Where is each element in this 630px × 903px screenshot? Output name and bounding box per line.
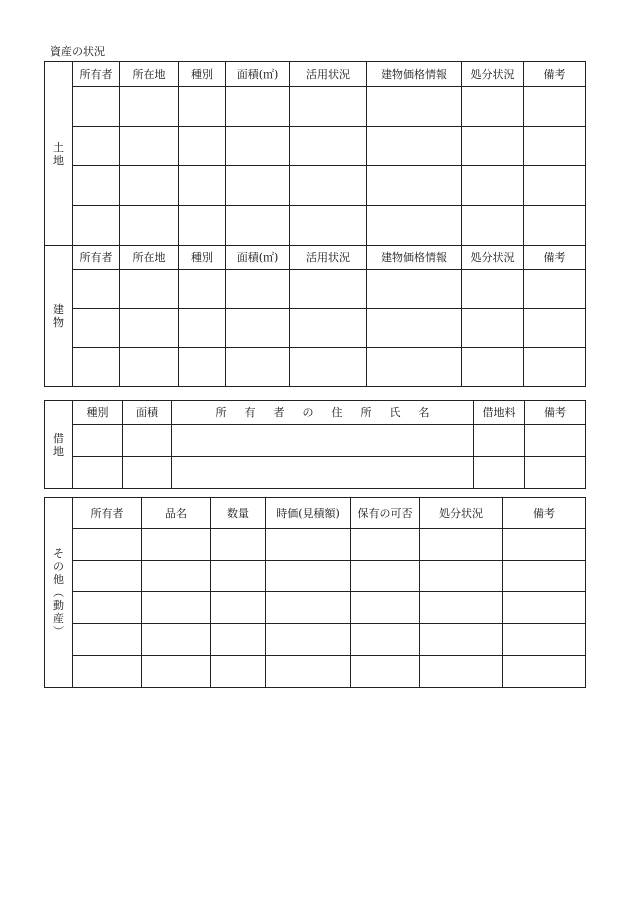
land-cell[interactable] xyxy=(226,166,290,206)
land-cell[interactable] xyxy=(290,206,367,246)
land-row xyxy=(45,206,586,246)
other-header-row xyxy=(45,498,586,529)
building-header-area: 面積(㎡) xyxy=(226,246,290,270)
building-cell[interactable] xyxy=(73,309,120,348)
building-cell[interactable] xyxy=(290,309,367,348)
land-cell[interactable] xyxy=(524,166,586,206)
leased-cell[interactable] xyxy=(172,457,474,489)
other-cell[interactable] xyxy=(420,592,503,624)
land-header-row xyxy=(45,62,586,87)
land-cell[interactable] xyxy=(120,166,179,206)
leased-land-table xyxy=(44,400,586,489)
land-header-location: 所在地 xyxy=(120,62,179,87)
land-cell[interactable] xyxy=(73,127,120,166)
land-cell[interactable] xyxy=(524,87,586,127)
land-row xyxy=(45,87,586,127)
other-row xyxy=(45,624,586,656)
other-cell[interactable] xyxy=(211,624,266,656)
other-cell[interactable] xyxy=(211,656,266,688)
other-cell[interactable] xyxy=(73,624,142,656)
leased-cell[interactable] xyxy=(525,457,586,489)
other-cell[interactable] xyxy=(73,529,142,561)
leased-cell[interactable] xyxy=(123,457,172,489)
land-header-area: 面積(㎡) xyxy=(226,62,290,87)
land-cell[interactable] xyxy=(226,206,290,246)
other-cell[interactable] xyxy=(73,592,142,624)
leased-header-area: 面積 xyxy=(123,401,172,425)
land-row xyxy=(45,166,586,206)
other-cell[interactable] xyxy=(266,656,351,688)
building-header-usage: 活用状況 xyxy=(290,246,367,270)
land-row xyxy=(45,127,586,166)
other-side-label: そ の 他 ︵ 動 産 ︶ xyxy=(45,498,73,688)
other-row xyxy=(45,656,586,688)
other-cell[interactable] xyxy=(351,656,420,688)
building-cell[interactable] xyxy=(179,309,226,348)
land-cell[interactable] xyxy=(179,206,226,246)
other-cell[interactable] xyxy=(142,529,211,561)
other-cell[interactable] xyxy=(503,592,586,624)
land-cell[interactable] xyxy=(367,127,462,166)
building-header-remarks: 備考 xyxy=(524,246,586,270)
leased-cell[interactable] xyxy=(73,457,123,489)
building-cell[interactable] xyxy=(226,270,290,309)
other-cell[interactable] xyxy=(266,561,351,592)
building-row xyxy=(45,309,586,348)
other-cell[interactable] xyxy=(142,592,211,624)
leased-header-row xyxy=(45,401,586,425)
other-cell[interactable] xyxy=(420,624,503,656)
other-row xyxy=(45,561,586,592)
other-cell[interactable] xyxy=(211,529,266,561)
land-cell[interactable] xyxy=(367,87,462,127)
building-cell[interactable] xyxy=(73,348,120,387)
building-cell[interactable] xyxy=(226,348,290,387)
land-cell[interactable] xyxy=(524,127,586,166)
building-cell[interactable] xyxy=(524,309,586,348)
building-cell[interactable] xyxy=(524,348,586,387)
building-cell[interactable] xyxy=(290,270,367,309)
building-cell[interactable] xyxy=(179,270,226,309)
other-cell[interactable] xyxy=(420,529,503,561)
building-header-price-info: 建物価格情報 xyxy=(367,246,462,270)
other-header-market-value: 時価(見積額) xyxy=(266,498,351,529)
land-cell[interactable] xyxy=(226,127,290,166)
land-header-disposal: 処分状況 xyxy=(462,62,524,87)
leased-header-remarks: 備考 xyxy=(525,401,586,425)
page-title: 資産の状況 xyxy=(50,45,105,58)
land-cell[interactable] xyxy=(290,127,367,166)
other-row xyxy=(45,592,586,624)
building-cell[interactable] xyxy=(367,348,462,387)
other-header-remarks: 備考 xyxy=(503,498,586,529)
land-building-table xyxy=(44,61,586,387)
building-cell[interactable] xyxy=(462,309,524,348)
land-cell[interactable] xyxy=(290,166,367,206)
other-cell[interactable] xyxy=(503,656,586,688)
leased-row xyxy=(45,425,586,457)
land-cell[interactable] xyxy=(462,127,524,166)
other-header-quantity: 数量 xyxy=(211,498,266,529)
building-header-disposal: 処分状況 xyxy=(462,246,524,270)
land-cell[interactable] xyxy=(73,87,120,127)
land-cell[interactable] xyxy=(179,166,226,206)
building-cell[interactable] xyxy=(462,348,524,387)
land-cell[interactable] xyxy=(367,206,462,246)
building-header-owner: 所有者 xyxy=(73,246,120,270)
land-cell[interactable] xyxy=(462,87,524,127)
leased-cell[interactable] xyxy=(525,425,586,457)
building-cell[interactable] xyxy=(290,348,367,387)
building-header-location: 所在地 xyxy=(120,246,179,270)
other-header-disposal: 処分状況 xyxy=(420,498,503,529)
building-row xyxy=(45,270,586,309)
building-row xyxy=(45,348,586,387)
leased-row xyxy=(45,457,586,489)
other-cell[interactable] xyxy=(211,561,266,592)
other-row xyxy=(45,529,586,561)
land-cell[interactable] xyxy=(73,206,120,246)
leased-cell[interactable] xyxy=(73,425,123,457)
land-side-label: 土 地 xyxy=(45,62,73,246)
land-cell[interactable] xyxy=(73,166,120,206)
leased-cell[interactable] xyxy=(172,425,474,457)
other-cell[interactable] xyxy=(503,561,586,592)
other-header-retain-possible: 保有の可否 xyxy=(351,498,420,529)
leased-cell[interactable] xyxy=(474,457,525,489)
land-cell[interactable] xyxy=(367,166,462,206)
building-header-row xyxy=(45,246,586,270)
land-cell[interactable] xyxy=(290,87,367,127)
other-cell[interactable] xyxy=(503,624,586,656)
land-cell[interactable] xyxy=(462,166,524,206)
leased-header-owner-address-name: 所有者の住所氏名 xyxy=(172,401,474,425)
building-cell[interactable] xyxy=(226,309,290,348)
land-header-usage: 活用状況 xyxy=(290,62,367,87)
building-cell[interactable] xyxy=(462,270,524,309)
building-side-label: 建 物 xyxy=(45,246,73,387)
land-header-owner: 所有者 xyxy=(73,62,120,87)
other-cell[interactable] xyxy=(503,529,586,561)
building-cell[interactable] xyxy=(524,270,586,309)
other-cell[interactable] xyxy=(266,624,351,656)
leased-cell[interactable] xyxy=(474,425,525,457)
other-cell[interactable] xyxy=(266,529,351,561)
other-property-table xyxy=(44,497,586,688)
building-cell[interactable] xyxy=(179,348,226,387)
building-cell[interactable] xyxy=(120,348,179,387)
land-cell[interactable] xyxy=(120,206,179,246)
land-cell[interactable] xyxy=(226,87,290,127)
leased-cell[interactable] xyxy=(123,425,172,457)
land-header-price-info: 建物価格情報 xyxy=(367,62,462,87)
land-cell[interactable] xyxy=(120,87,179,127)
other-cell[interactable] xyxy=(266,592,351,624)
land-header-type: 種別 xyxy=(179,62,226,87)
other-cell[interactable] xyxy=(420,561,503,592)
land-cell[interactable] xyxy=(179,127,226,166)
other-cell[interactable] xyxy=(351,592,420,624)
other-cell[interactable] xyxy=(420,656,503,688)
land-cell[interactable] xyxy=(120,127,179,166)
other-header-item-name: 品名 xyxy=(142,498,211,529)
other-cell[interactable] xyxy=(351,561,420,592)
building-cell[interactable] xyxy=(120,309,179,348)
leased-header-rent: 借地料 xyxy=(474,401,525,425)
other-cell[interactable] xyxy=(211,592,266,624)
other-cell[interactable] xyxy=(351,529,420,561)
leased-side-label: 借 地 xyxy=(45,401,73,489)
land-cell[interactable] xyxy=(179,87,226,127)
other-header-owner: 所有者 xyxy=(73,498,142,529)
building-header-type: 種別 xyxy=(179,246,226,270)
building-cell[interactable] xyxy=(367,309,462,348)
building-cell[interactable] xyxy=(367,270,462,309)
leased-header-type: 種別 xyxy=(73,401,123,425)
other-cell[interactable] xyxy=(351,624,420,656)
other-cell[interactable] xyxy=(73,656,142,688)
other-cell[interactable] xyxy=(142,561,211,592)
other-cell[interactable] xyxy=(142,656,211,688)
building-cell[interactable] xyxy=(120,270,179,309)
building-cell[interactable] xyxy=(73,270,120,309)
other-cell[interactable] xyxy=(73,561,142,592)
land-cell[interactable] xyxy=(462,206,524,246)
land-header-remarks: 備考 xyxy=(524,62,586,87)
other-cell[interactable] xyxy=(142,624,211,656)
land-cell[interactable] xyxy=(524,206,586,246)
